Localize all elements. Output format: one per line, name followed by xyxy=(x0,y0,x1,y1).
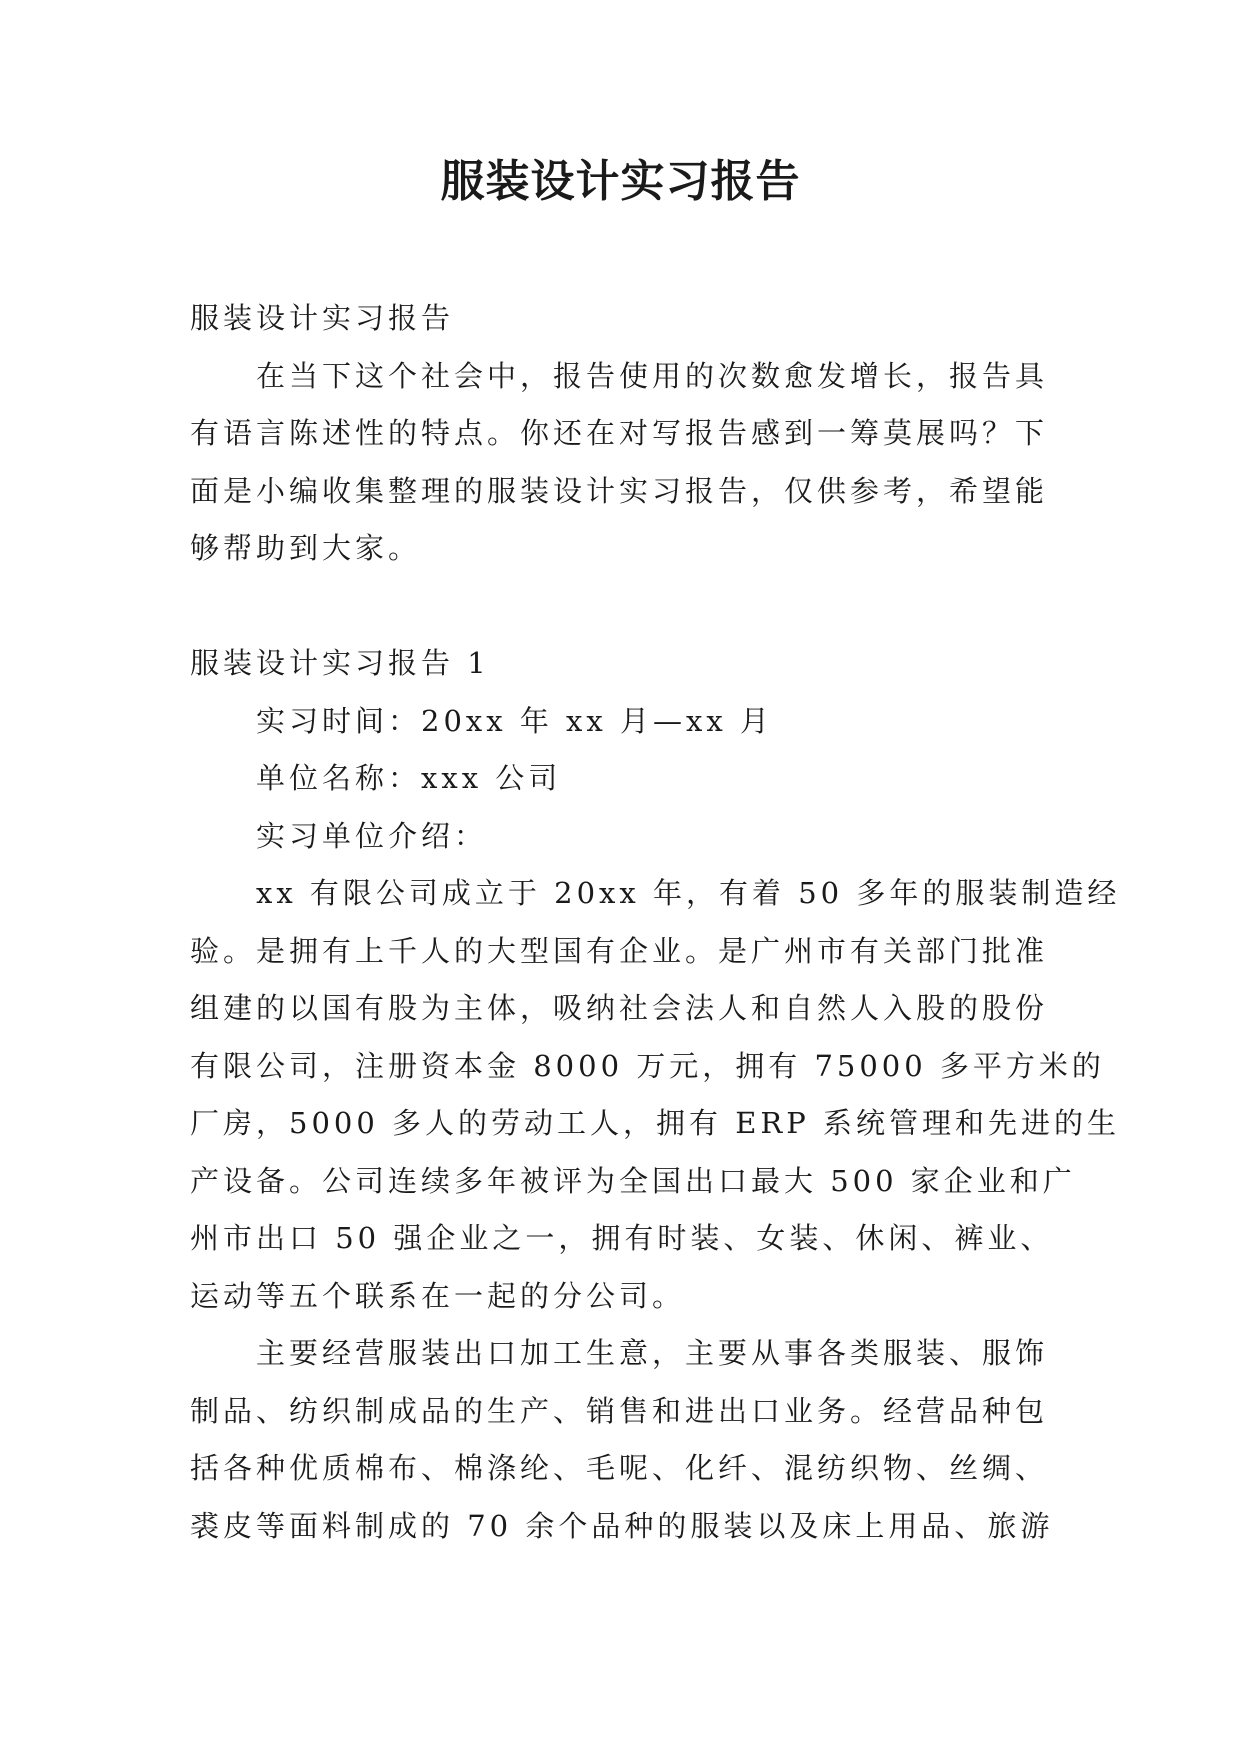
paragraph-gap xyxy=(190,578,1060,636)
paragraph-line: xx 有限公司成立于 20xx 年，有着 50 多年的服装制造经 xyxy=(256,876,1121,910)
paragraph-line: 括各种优质棉布、棉涤纶、毛呢、化纤、混纺织物、丝绸、 xyxy=(190,1451,1049,1485)
paragraph-line: 制品、纺织制成品的生产、销售和进出口业务。经营品种包 xyxy=(190,1393,1049,1428)
section-heading: 服装设计实习报告 1 xyxy=(190,646,490,680)
paragraph-line: 主要经营服装出口加工生意，主要从事各类服装、服饰 xyxy=(256,1336,1049,1370)
paragraph-line: 组建的以国有股为主体，吸纳社会法人和自然人入股的股份 xyxy=(190,991,1049,1025)
intro-line: 有语言陈述性的特点。你还在对写报告感到一筹莫展吗？下 xyxy=(190,416,1049,450)
unit-name: 单位名称：xxx 公司 xyxy=(256,761,562,795)
paragraph-line: 产设备。公司连续多年被评为全国出口最大 500 家企业和广 xyxy=(190,1163,1076,1198)
internship-time: 实习时间：20xx 年 xx 月—xx 月 xyxy=(256,703,773,738)
document-body xyxy=(190,290,1121,1555)
document-title: 服装设计实习报告 xyxy=(440,156,801,207)
intro-line: 面是小编收集整理的服装设计实习报告，仅供参考，希望能 xyxy=(190,473,1049,508)
paragraph-line: 州市出口 50 强企业之一，拥有时装、女装、休闲、裤业、 xyxy=(190,1221,1054,1255)
unit-intro-label: 实习单位介绍： xyxy=(256,818,488,853)
paragraph-line: 厂房，5000 多人的劳动工人，拥有 ERP 系统管理和先进的生 xyxy=(190,1106,1120,1140)
document-subtitle: 服装设计实习报告 xyxy=(190,301,455,335)
intro-line: 够帮助到大家。 xyxy=(190,531,422,565)
paragraph-line: 有限公司，注册资本金 8000 万元，拥有 75000 多平方米的 xyxy=(190,1048,1105,1083)
paragraph-line: 验。是拥有上千人的大型国有企业。是广州市有关部门批准 xyxy=(190,933,1049,968)
paragraph-line: 运动等五个联系在一起的分公司。 xyxy=(190,1278,686,1313)
paragraph-line: 裘皮等面料制成的 70 余个品种的服装以及床上用品、旅游 xyxy=(190,1508,1054,1543)
intro-line: 在当下这个社会中，报告使用的次数愈发增长，报告具 xyxy=(256,358,1049,393)
